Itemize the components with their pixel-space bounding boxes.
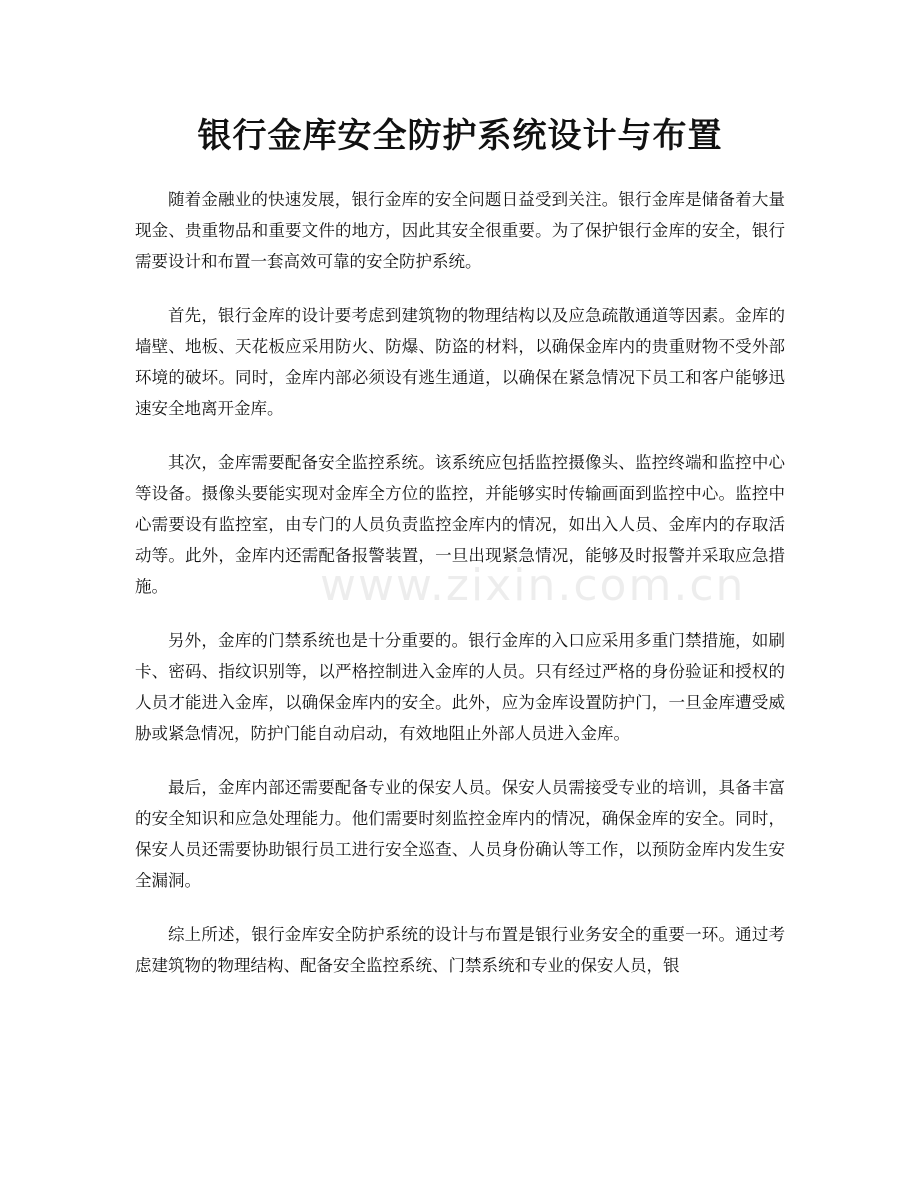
document-body [135, 184, 785, 1004]
watermark: www.zixin.com.cn [320, 560, 746, 611]
paragraph-intro: 随着金融业的快速发展，银行金库的安全问题日益受到关注。银行金库是储备着大量现金、贵重物品和重要文件的地方，因此其安全很重要。为了保护银行金库的安全，银行需要设计和布置一套高效可靠的安全防护系统。 [135, 190, 785, 271]
paragraph-conclusion: 综上所述，银行金库安全防护系统的设计与布置是银行业务安全的重要一环。通过考虑建筑物的物理结构、配备安全监控系统、门禁系统和专业的保安人员，银 [135, 925, 785, 975]
paragraph-monitoring: 其次，金库需要配备安全监控系统。该系统应包括监控摄像头、监控终端和监控中心等设备。摄像头要能实现对金库全方位的监控，并能够实时传输画面到监控中心。监控中心需要设有监控室，由专门的人员负责监控金库内的情况，如出入人员、金库内的存取活动等。此外，金库内还需配备报警装置，一旦出现紧急情况，能够及时报警并采取应急措施。 [135, 453, 785, 596]
paragraph-security-staff: 最后，金库内部还需要配备专业的保安人员。保安人员需接受专业的培训，具备丰富的安全知识和应急处理能力。他们需要时刻监控金库内的情况，确保金库的安全。同时，保安人员还需要协助银行员工进行安全巡查、人员身份确认等工作，以预防金库内发生安全漏洞。 [135, 778, 785, 890]
paragraph-access-control: 另外，金库的门禁系统也是十分重要的。银行金库的入口应采用多重门禁措施，如刷卡、密码、指纹识别等，以严格控制进入金库的人员。只有经过严格的身份验证和授权的人员才能进入金库，以确保金库内的安全。此外，应为金库设置防护门，一旦金库遭受威胁或紧急情况，防护门能自动启动，有效地阻止外部人员进入金库。 [135, 631, 785, 743]
paragraph-structure: 首先，银行金库的设计要考虑到建筑物的物理结构以及应急疏散通道等因素。金库的墙壁、地板、天花板应采用防火、防爆、防盗的材料，以确保金库内的贵重财物不受外部环境的破坏。同时，金库内部必须设有逃生通道，以确保在紧急情况下员工和客户能够迅速安全地离开金库。 [135, 306, 785, 418]
document-title: 银行金库安全防护系统设计与布置 [197, 116, 723, 156]
